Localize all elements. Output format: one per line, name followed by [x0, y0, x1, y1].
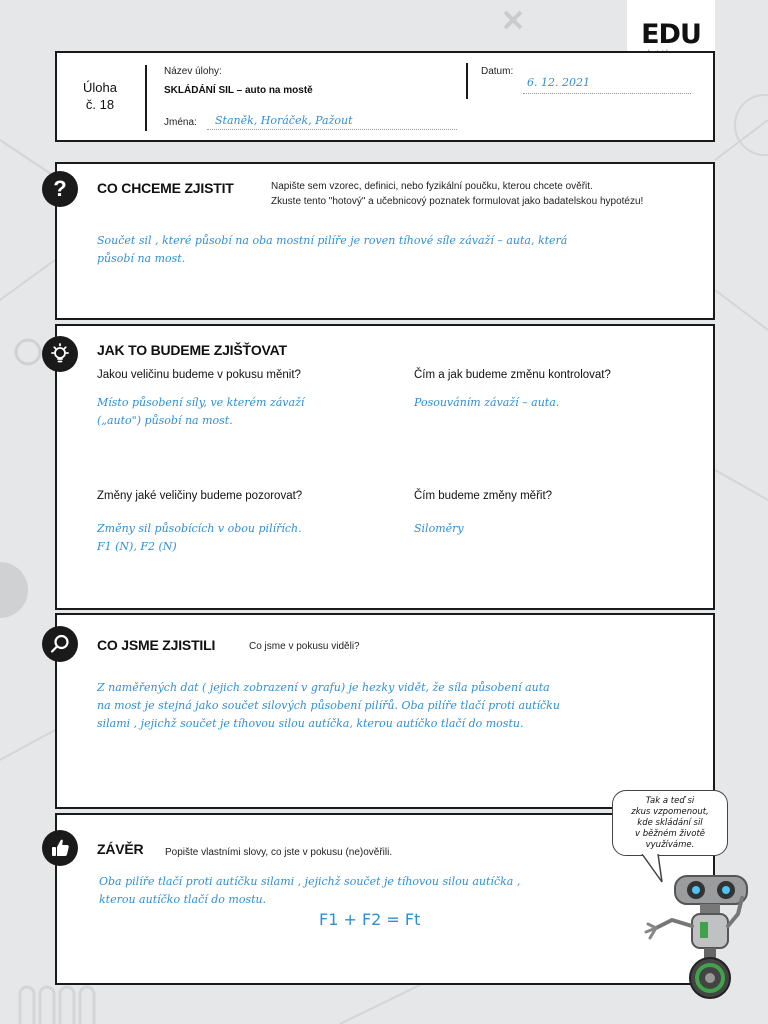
formula: F1 + F2 = Ft	[319, 910, 421, 929]
task-number-block	[57, 79, 143, 113]
date-line	[523, 93, 691, 94]
answer-measure	[414, 520, 464, 538]
section-how-we-find-out	[55, 324, 715, 610]
answer-line: F1 (N), F2 (N)	[97, 540, 177, 553]
header-divider-left	[145, 65, 147, 131]
answer-line: Oba pilíře tlačí proti autíčku silami , jejichž součet je tíhovou silou autíčka ,	[99, 875, 521, 888]
bubble-line: zkus vzpomenout,	[631, 807, 709, 817]
task-number: č. 18	[85, 97, 115, 112]
section3-instruction: Co jsme v pokusu viděli?	[249, 641, 360, 652]
question-control: Čím a jak budeme změnu kontrolovat?	[414, 369, 611, 381]
answer-line: na most je stejná jako součet silových působení pilířů. Oba pilíře tlačí proti autíčku	[97, 699, 560, 712]
section1-instruction-line: Napište sem vzorec, definici, nebo fyzikální poučku, kterou chcete ověřit.	[271, 181, 593, 192]
header-box	[55, 51, 715, 142]
bubble-line: v běžném životě	[634, 829, 706, 839]
date-label: Datum:	[481, 66, 514, 77]
answer-line: („auto") působí na most.	[97, 414, 233, 427]
answer-line: Součet sil , které působí na oba mostní pilíře je roven tíhové síle závaží – auta, která	[97, 234, 568, 247]
task-name-value: SKLÁDÁNÍ SIL – auto na mostě	[164, 85, 313, 96]
section4-answer	[99, 873, 520, 909]
question-observe: Změny jaké veličiny budeme pozorovat?	[97, 490, 303, 502]
question-change: Jakou veličinu budeme v pokusu měnit?	[97, 369, 301, 381]
section-what-we-found	[55, 613, 715, 809]
answer-line: silami , jejichž součet je tíhovou silou autíčka, kterou autíčko tlačí do mostu.	[97, 717, 524, 730]
question-icon: ?	[42, 171, 78, 207]
section1-instructions	[271, 179, 643, 209]
thumbs-up-icon	[42, 830, 78, 866]
section3-answer	[97, 679, 560, 733]
task-name-label: Název úlohy:	[164, 66, 222, 77]
section1-answer	[97, 232, 567, 268]
answer-line: Posouváním závaží – auta.	[414, 396, 560, 409]
answer-line: kterou autíčko tlačí do mostu.	[99, 893, 267, 906]
section-what-we-want	[55, 162, 715, 320]
answer-observe	[97, 520, 302, 556]
answer-line: působí na most.	[97, 252, 186, 265]
logo-main-text: EDU	[641, 18, 701, 50]
names-label: Jména:	[164, 117, 197, 128]
robot-speech-bubble	[612, 790, 728, 856]
section2-title: JAK TO BUDEME ZJIŠŤOVAT	[97, 342, 287, 358]
section3-title: CO JSME ZJISTILI	[97, 637, 216, 653]
date-value: 6. 12. 2021	[527, 76, 590, 89]
section4-instruction: Popište vlastními slovy, co jste v pokusu (ne)ověřili.	[165, 847, 393, 858]
answer-line: Místo působení síly, ve kterém závaží	[97, 396, 305, 409]
robot-mascot-icon	[640, 868, 755, 1003]
names-value: Staněk, Horáček, Pažout	[215, 114, 353, 127]
magnifier-icon	[42, 626, 78, 662]
section4-title: ZÁVĚR	[97, 841, 144, 857]
header-divider-right	[466, 63, 468, 99]
section1-instruction-line: Zkuste tento "hotový" a učebnicový poznatek formulovat jako badatelskou hypotézu!	[271, 196, 644, 207]
answer-line: Siloměry	[414, 522, 464, 535]
answer-control	[414, 394, 559, 412]
answer-line: Z naměřených dat ( jejich zobrazení v grafu) je hezky vidět, že síla působení auta	[97, 681, 550, 694]
task-label: Úloha	[83, 80, 117, 95]
question-measure: Čím budeme změny měřit?	[414, 490, 553, 502]
bubble-line: kde skládání sil	[637, 818, 703, 828]
bubble-line: Tak a teď si	[645, 796, 695, 806]
lightbulb-icon	[42, 336, 78, 372]
answer-line: Změny sil působících v obou pilířích.	[97, 522, 302, 535]
section1-title: CO CHCEME ZJISTIT	[97, 180, 234, 196]
answer-change	[97, 394, 304, 430]
names-line	[207, 129, 457, 130]
bubble-line: využíváme.	[645, 840, 695, 850]
